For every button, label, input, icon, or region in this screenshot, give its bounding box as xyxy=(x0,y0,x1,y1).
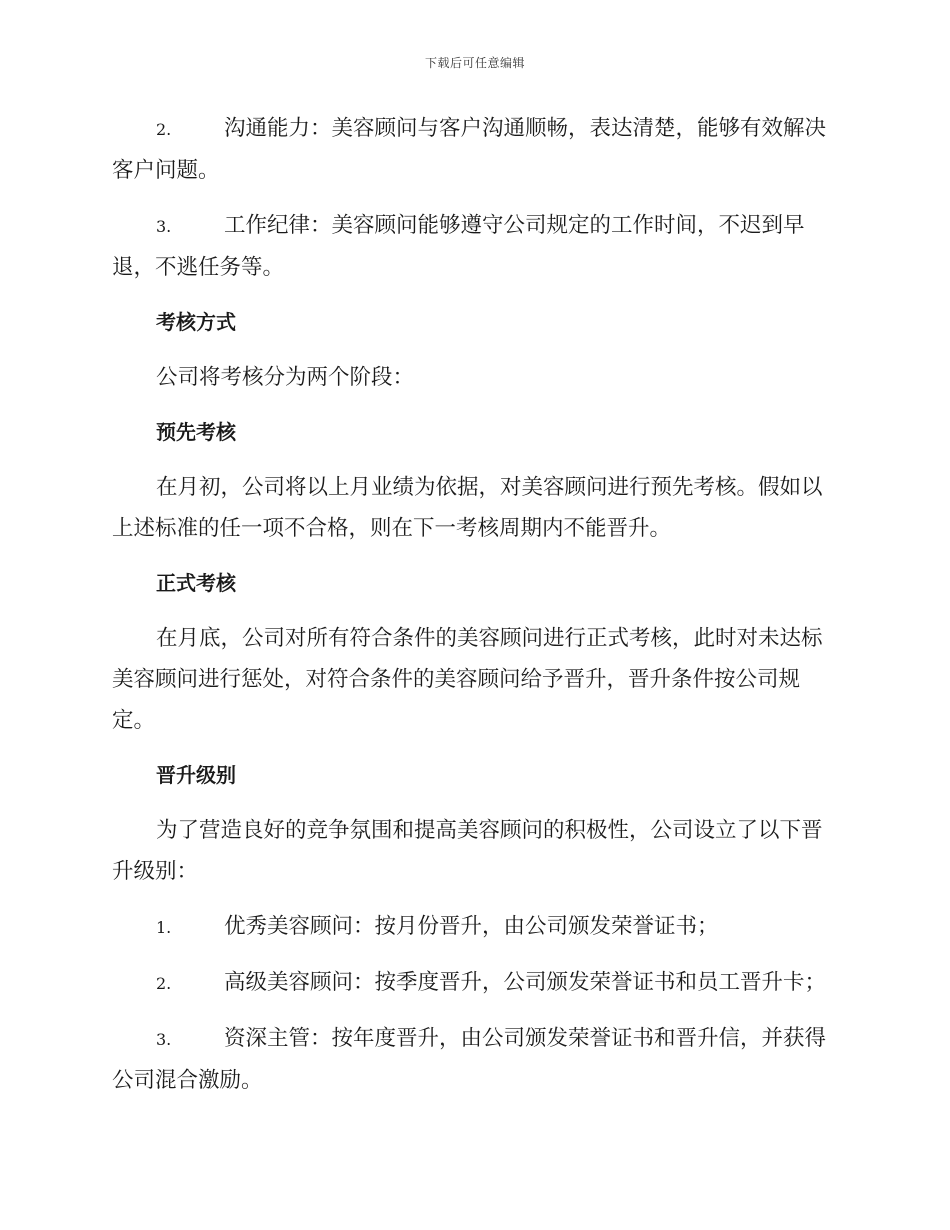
paragraph-two-stages: 公司将考核分为两个阶段： xyxy=(156,365,415,390)
list-item-senior-supervisor xyxy=(112,1018,838,1101)
list-number: 3. xyxy=(156,1030,172,1049)
list-item-excellent-consultant xyxy=(112,906,838,948)
list-number: 2. xyxy=(156,120,172,139)
section-heading-assessment-method: 考核方式 xyxy=(156,310,236,334)
list-number: 2. xyxy=(156,974,172,993)
list-number: 3. xyxy=(156,217,172,236)
paragraph-pre-assessment: 在月初，公司将以上月业绩为依据，对美容顾问进行预先考核。假如以上述标准的任一项不合格，则在下一考核周期内不能晋升。 xyxy=(112,475,823,541)
section-heading-pre-assessment: 预先考核 xyxy=(156,420,236,444)
document-body xyxy=(112,108,838,1115)
section-heading-formal-assessment: 正式考核 xyxy=(156,571,236,595)
list-item-communication xyxy=(112,108,838,191)
list-item-text: 高级美容顾问：按季度晋升，公司颁发荣誉证书和员工晋升卡； xyxy=(224,970,827,995)
list-item-text: 工作纪律：美容顾问能够遵守公司规定的工作时间，不迟到早退，不逃任务等。 xyxy=(112,213,805,280)
list-item-senior-consultant xyxy=(112,962,838,1004)
list-item-text: 资深主管：按年度晋升，由公司颁发荣誉证书和晋升信，并获得公司混合激励。 xyxy=(112,1026,827,1093)
list-item-discipline xyxy=(112,205,838,288)
page-header: 下载后可任意编辑 xyxy=(424,56,525,70)
paragraph-promotion-intro: 为了营造良好的竞争氛围和提高美容顾问的积极性，公司设立了以下晋升级别： xyxy=(112,818,823,884)
paragraph-formal-assessment: 在月底，公司对所有符合条件的美容顾问进行正式考核，此时对未达标美容顾问进行惩处，对符合条件的美容顾问给予晋升，晋升条件按公司规定。 xyxy=(112,626,823,733)
list-item-text: 优秀美容顾问：按月份晋升，由公司颁发荣誉证书； xyxy=(224,914,719,939)
section-heading-promotion-levels: 晋升级别 xyxy=(156,763,236,787)
list-number: 1. xyxy=(156,918,172,937)
list-item-text: 沟通能力：美容顾问与客户沟通顺畅，表达清楚，能够有效解决客户问题。 xyxy=(112,116,827,183)
